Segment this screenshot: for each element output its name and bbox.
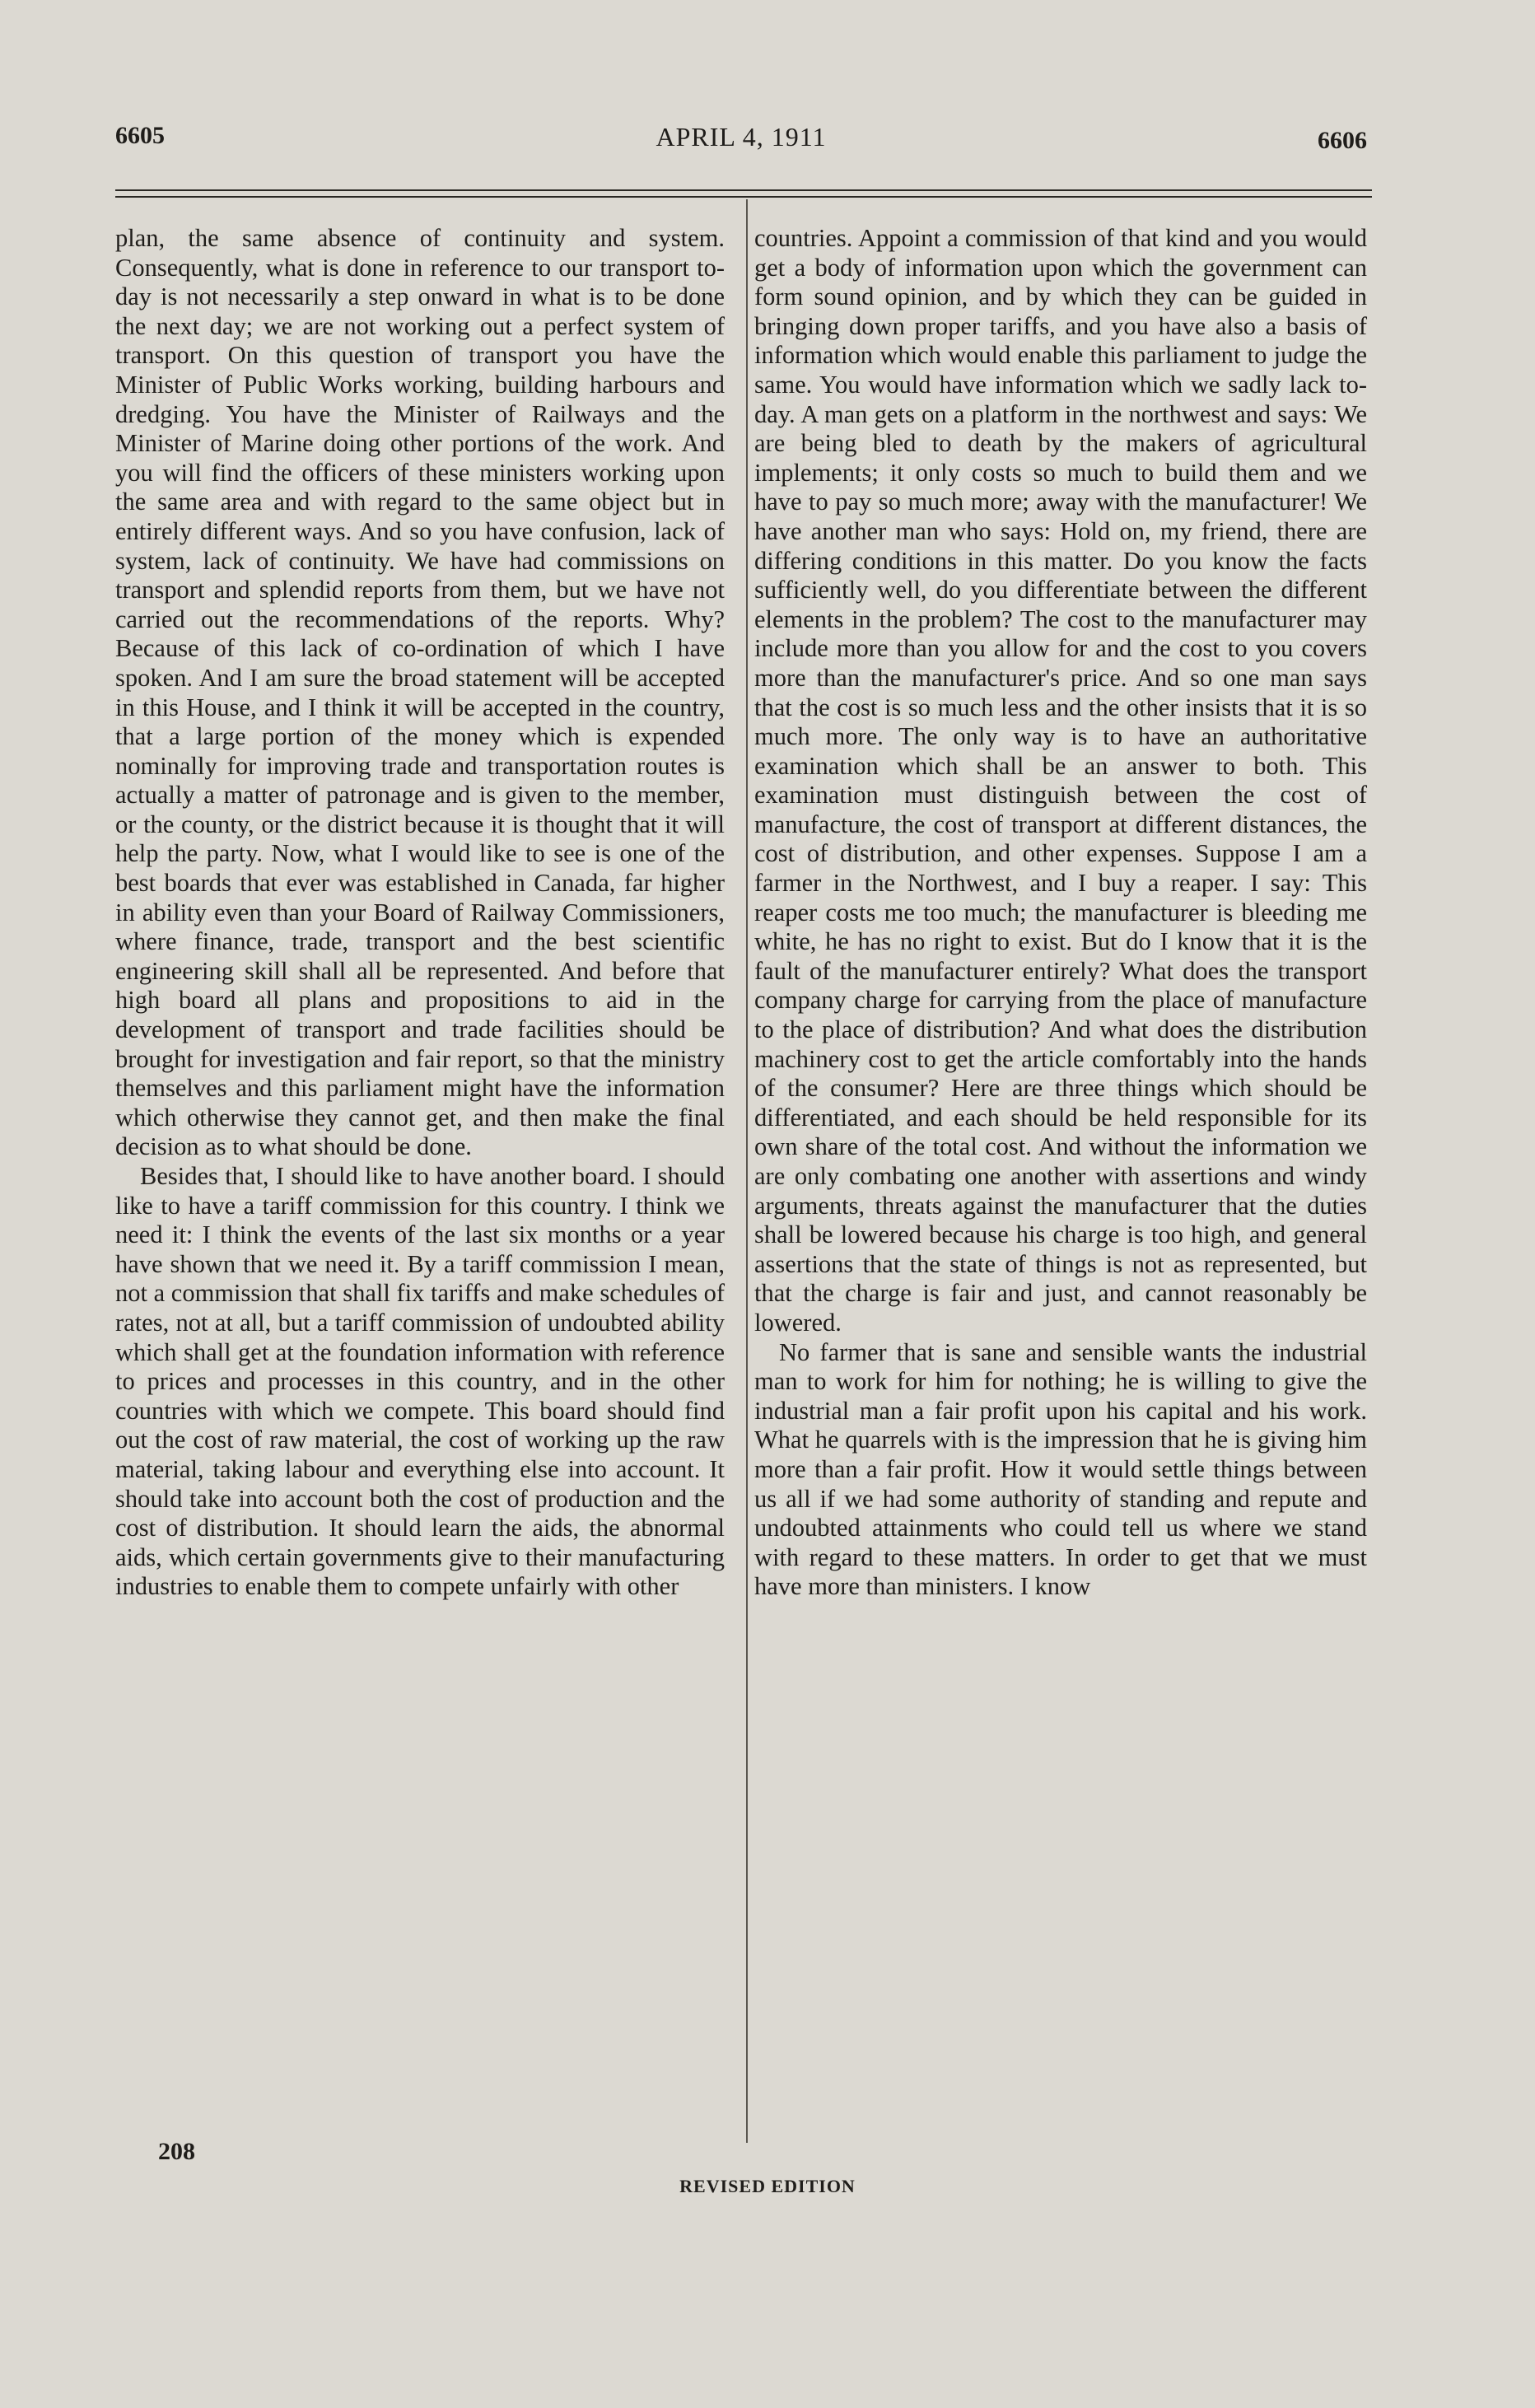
edition-label: REVISED EDITION	[679, 2176, 856, 2196]
left-paragraph-1: plan, the same absence of continuity and system. Consequently, what is done in reference to our transport to-day is not necessarily a step onward in what is to be done the next day; we are not working out a perfect system of transport. On this question of transport you have the Minister of Public Works working, building harbours and dredging. You have the Minister of Railways and the Minister of Marine doing other portions of the work. And you will find the officers of these ministers working upon the same area and with regard to the same object but in entirely different ways. And so you have confusion, lack of system, lack of continuity. We have had commissions on transport and splendid reports from them, but we have not carried out the recommendations of the reports. Why? Because of this lack of co-ordination of which I have spoken. And I am sure the broad statement will be accepted in this House, and I think it will be accepted in the country, that a large portion of the money which is expended nominally for improving trade and transportation routes is actually a matter of patronage and is given to the member, or the county, or the district because it is thought that it will help the party. Now, what I would like to see is one of the best boards that ever was established in Canada, far higher in ability even than your Board of Railway Commissioners, where finance, trade, transport and the best scientific engineering skill shall all be represented. And before that high board all plans and propositions to aid in the development of transport and trade facilities should be brought for investigation and fair report, so that the ministry themselves and this parliament might have the information which otherwise they cannot get, and then make the final decision as to what should be done.	[115, 224, 725, 1161]
right-column	[754, 224, 1367, 1602]
right-paragraph-1: countries. Appoint a commission of that kind and you would get a body of information upon which the government can form sound opinion, and by which they can be guided in bringing down proper tariffs, and you have also a basis of information which would enable this parliament to judge the same. You would have information which we sadly lack to-day. A man gets on a platform in the northwest and says: We are being bled to death by the makers of agricultural implements; it only costs so much to build them and we have to pay so much more; away with the manufacturer! We have another man who says: Hold on, my friend, there are differing conditions in this matter. Do you know the facts sufficiently well, do you differentiate between the different elements in the problem? The cost to the manufacturer may include more than you allow for and the cost to you covers more than the manufacturer's price. And so one man says that the cost is so much less and the other insists that it is so much more. The only way is to have an authoritative examination which shall be an answer to both. This examination must distinguish between the cost of manufacture, the cost of transport at different distances, the cost of distribution, and other expenses. Suppose I am a farmer in the Northwest, and I buy a reaper. I say: This reaper costs me too much; the manufacturer is bleeding me white, he has no right to exist. But do I know that it is the fault of the manufacturer entirely? What does the transport company charge for carrying from the place of manufacture to the place of distribution? And what does the distribution machinery cost to get the article comfortably into the hands of the consumer? Here are three things which should be differentiated, and each should be held responsible for its own share of the total cost. And without the information we are only combating one another with assertions and windy arguments, threats against the manufacturer that the duties shall be lowered because his charge is too high, and general assertions that the state of things is not as represented, but that the charge is fair and just, and cannot reasonably be lowered.	[754, 224, 1367, 1337]
header-rule-bottom	[115, 196, 1372, 198]
page-header	[115, 122, 1367, 163]
right-paragraph-2: No farmer that is sane and sensible wants the industrial man to work for him for nothing; he is willing to give the industrial man a fair profit upon his capital and his work. What he quarrels with is the impression that he is giving him more than a fair profit. How it would settle things between us all if we had some authority of standing and repute and undoubted attainments who could tell us where we stand with regard to these matters. In order to get that we must have more than ministers. I know	[754, 1337, 1367, 1601]
right-page-number: 6606	[1318, 127, 1367, 154]
header-rule-top	[115, 189, 1372, 191]
left-page-number: 6605	[115, 122, 165, 149]
signature-number: 208	[158, 2138, 195, 2165]
left-column	[115, 224, 725, 1602]
page-date: APRIL 4, 1911	[656, 122, 827, 152]
left-paragraph-2: Besides that, I should like to have another board. I should like to have a tariff commission for this country. I think we need it: I think the events of the last six months or a year have shown that we need it. By a tariff commission I mean, not a commission that shall fix tariffs and make schedules of rates, not at all, but a tariff commission of undoubted ability which shall get at the foundation information with reference to prices and processes in this country, and in the other countries with which we compete. This board should find out the cost of raw material, the cost of working up the raw material, taking labour and everything else into account. It should take into account both the cost of production and the cost of distribution. It should learn the aids, the abnormal aids, which certain governments give to their manufacturing industries to enable them to compete unfairly with other	[115, 1162, 725, 1601]
column-divider	[746, 199, 748, 2143]
